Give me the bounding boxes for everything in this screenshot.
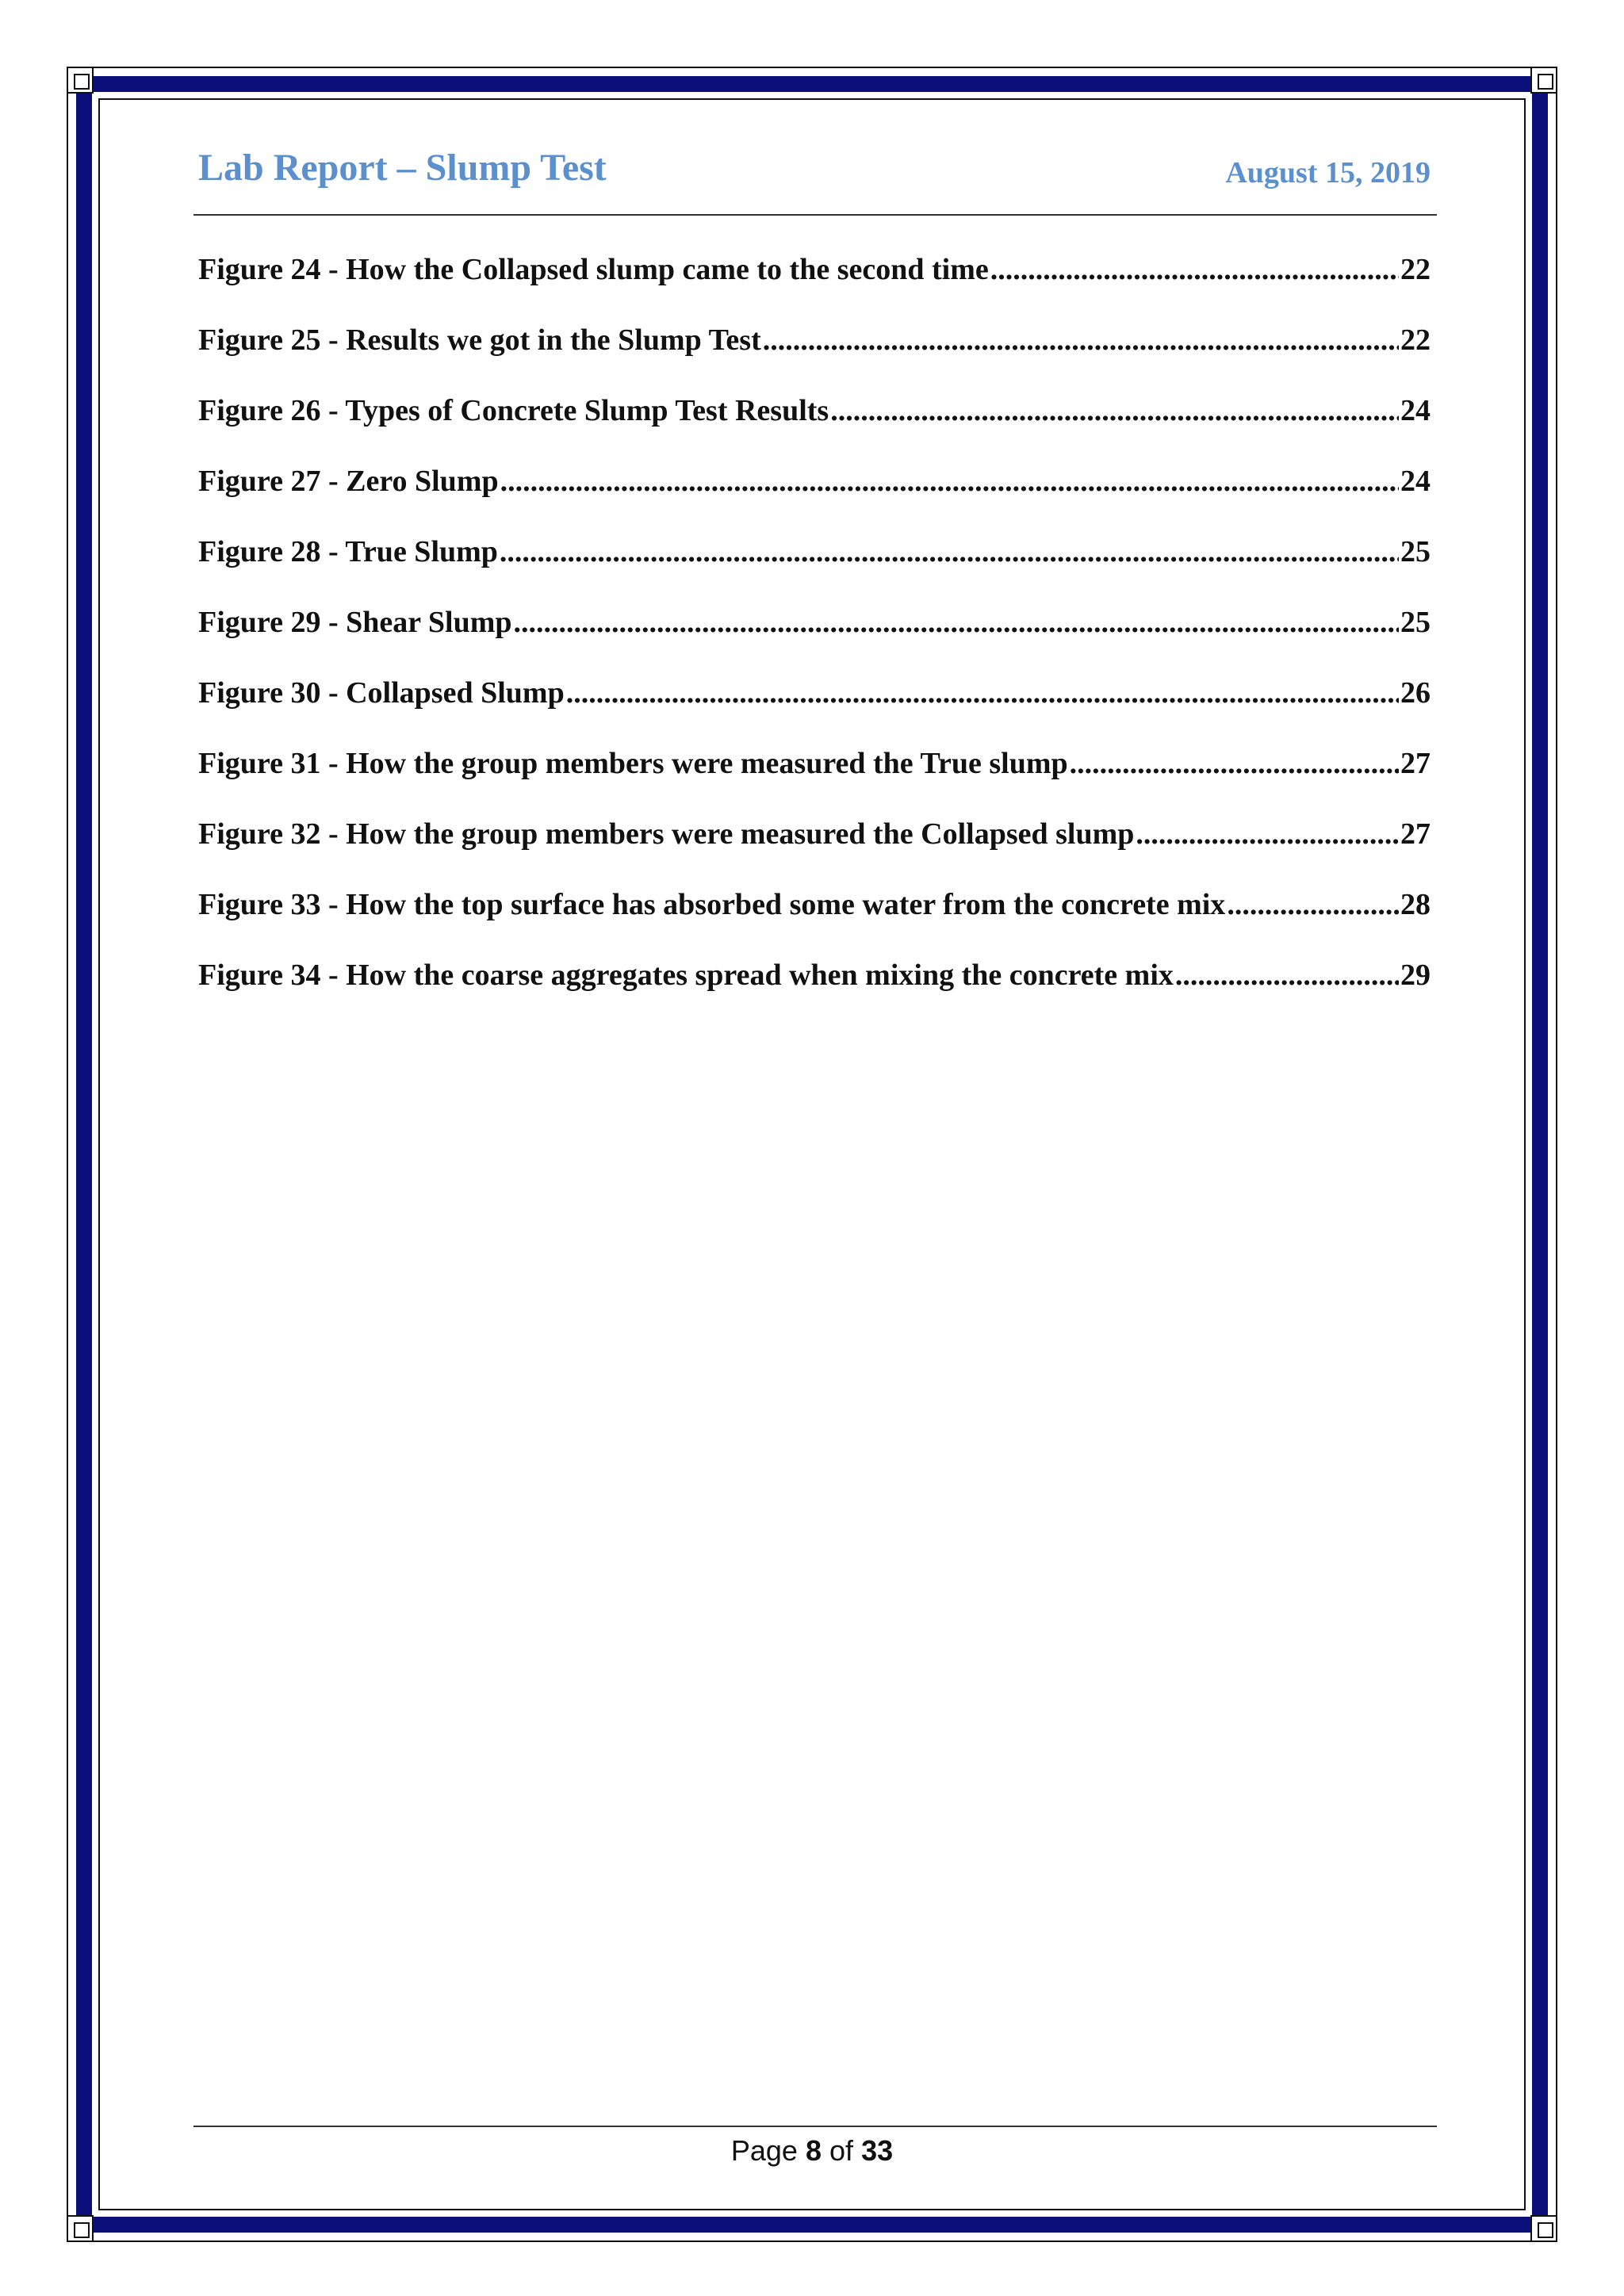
toc-entry-label: Figure 33 - How the top surface has absorbed some water from the concrete mix bbox=[198, 888, 1226, 921]
toc-entry[interactable] bbox=[198, 887, 1431, 958]
border-corner-ornament bbox=[1530, 2215, 1557, 2242]
toc-entry-label: Figure 30 - Collapsed Slump bbox=[198, 676, 565, 710]
page-number bbox=[0, 2134, 1624, 2168]
toc-entry-page: 22 bbox=[1400, 253, 1431, 286]
border-corner-ornament bbox=[67, 67, 94, 94]
toc-entry-label: Figure 29 - Shear Slump bbox=[198, 606, 512, 639]
toc-dot-leader bbox=[830, 393, 1399, 428]
header-divider bbox=[193, 214, 1437, 216]
toc-entry[interactable] bbox=[198, 323, 1431, 393]
toc-entry-page: 24 bbox=[1400, 394, 1431, 427]
toc-entry-page: 27 bbox=[1400, 747, 1431, 780]
table-of-figures bbox=[198, 252, 1431, 1028]
toc-entry[interactable] bbox=[198, 817, 1431, 887]
toc-dot-leader bbox=[1175, 958, 1399, 993]
toc-entry[interactable] bbox=[198, 534, 1431, 605]
toc-dot-leader bbox=[566, 675, 1399, 710]
toc-entry-page: 26 bbox=[1400, 676, 1431, 710]
page-number-separator: of bbox=[829, 2134, 854, 2167]
toc-entry[interactable] bbox=[198, 605, 1431, 675]
toc-dot-leader bbox=[500, 464, 1399, 499]
toc-entry-label: Figure 25 - Results we got in the Slump Test bbox=[198, 323, 761, 357]
toc-entry-page: 25 bbox=[1400, 606, 1431, 639]
toc-entry-label: Figure 27 - Zero Slump bbox=[198, 465, 499, 498]
toc-entry[interactable] bbox=[198, 958, 1431, 1028]
toc-dot-leader bbox=[1227, 887, 1399, 922]
border-corner-ornament bbox=[67, 2215, 94, 2242]
toc-entry-page: 29 bbox=[1400, 959, 1431, 992]
toc-entry[interactable] bbox=[198, 675, 1431, 746]
toc-entry-page: 28 bbox=[1400, 888, 1431, 921]
toc-entry-label: Figure 26 - Types of Concrete Slump Test Results bbox=[198, 394, 829, 427]
toc-dot-leader bbox=[514, 605, 1399, 640]
toc-entry[interactable] bbox=[198, 252, 1431, 323]
header-date: August 15, 2019 bbox=[1225, 156, 1431, 189]
toc-entry[interactable] bbox=[198, 464, 1431, 534]
toc-entry-page: 25 bbox=[1400, 535, 1431, 568]
toc-entry-label: Figure 32 - How the group members were measured the Collapsed slump bbox=[198, 817, 1135, 851]
toc-entry-label: Figure 31 - How the group members were measured the True slump bbox=[198, 747, 1068, 780]
toc-dot-leader bbox=[500, 534, 1399, 569]
toc-dot-leader bbox=[990, 252, 1399, 287]
toc-entry-label: Figure 28 - True Slump bbox=[198, 535, 498, 568]
page-number-current: 8 bbox=[805, 2134, 822, 2167]
toc-entry-page: 24 bbox=[1400, 465, 1431, 498]
toc-entry-label: Figure 24 - How the Collapsed slump came to the second time bbox=[198, 253, 989, 286]
border-corner-ornament bbox=[1530, 67, 1557, 94]
page-number-prefix: Page bbox=[730, 2134, 798, 2167]
footer-divider bbox=[193, 2126, 1437, 2127]
toc-entry-label: Figure 34 - How the coarse aggregates spread when mixing the concrete mix bbox=[198, 959, 1174, 992]
toc-entry-page: 27 bbox=[1400, 817, 1431, 851]
toc-dot-leader bbox=[1136, 817, 1399, 851]
toc-dot-leader bbox=[1070, 746, 1399, 781]
toc-entry[interactable] bbox=[198, 746, 1431, 817]
page-number-total: 33 bbox=[861, 2134, 894, 2167]
toc-dot-leader bbox=[763, 323, 1399, 358]
toc-entry-page: 22 bbox=[1400, 323, 1431, 357]
toc-entry[interactable] bbox=[198, 393, 1431, 464]
header-title: Lab Report – Slump Test bbox=[198, 147, 607, 189]
